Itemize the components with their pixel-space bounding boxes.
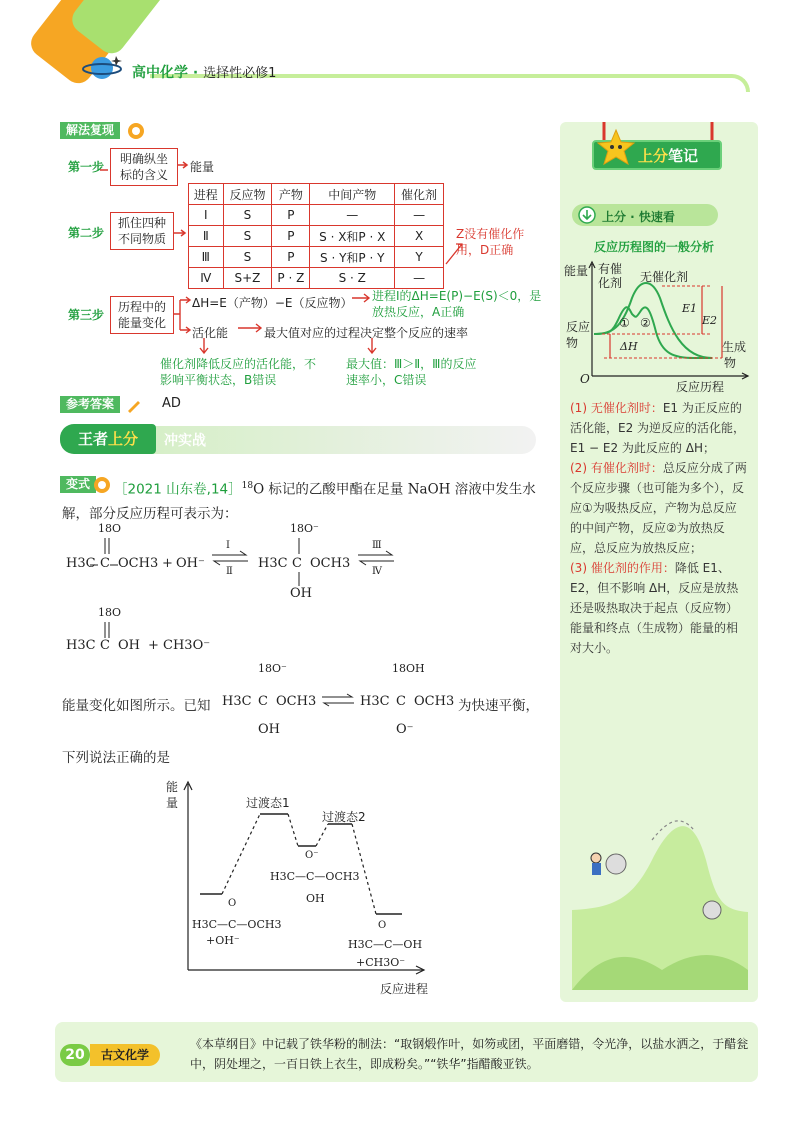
delta-note: 进程Ⅰ的ΔH=E(P)−E(S)＜0，是放热反应，A正确 <box>372 289 542 319</box>
mini-chart-step2: ② <box>640 316 651 330</box>
note-1-body: E1 为正反应的活化能，E2 为逆反应的活化能，E1 − E2 为此反应的 ΔH； <box>570 401 746 455</box>
chem-r3: Ⅲ <box>372 540 382 551</box>
chem-och3: OCH3 <box>310 556 351 571</box>
header-separator: · <box>192 65 199 81</box>
mini-chart-e1: E1 <box>682 302 698 315</box>
graph-right2: +CH3O⁻ <box>356 956 406 969</box>
header-subtitle: 选择性必修1 <box>203 66 277 81</box>
step1-box: 明确纵坐标的含义 <box>110 148 178 186</box>
table-header: 中间产物 <box>310 184 395 205</box>
chem-plus: + <box>162 556 173 571</box>
mini-chart-e2: E2 <box>702 314 718 327</box>
chem-c: C <box>100 556 110 571</box>
table-cell: P <box>272 226 310 247</box>
table-cell: S <box>223 205 272 226</box>
table-cell: P <box>272 205 310 226</box>
max-value-text: 最大值对应的过程决定整个反应的速率 <box>264 326 469 340</box>
table-header: 催化剂 <box>395 184 444 205</box>
delta-h-formula: ΔH=E（产物）−E（反应物） <box>192 296 353 310</box>
page-number: 20 <box>60 1044 90 1066</box>
mini-chart-step1: ① <box>619 316 630 330</box>
variant-label: 变式 <box>60 476 96 493</box>
mini-chart-xlabel: 反应历程 <box>676 380 725 394</box>
graph-left-top: O <box>228 898 237 909</box>
table-cell: S <box>223 226 272 247</box>
graph-right: H3C—C—OH <box>348 938 423 951</box>
chem-om: O⁻ <box>396 722 414 737</box>
single-bond-v <box>294 538 304 556</box>
equilibrium-arrow-1 <box>210 548 250 568</box>
variant-text3: 为快速平衡， <box>458 698 539 714</box>
graph-left2: +OH⁻ <box>206 934 240 947</box>
footer-text: 《本草纲目》中记载了铁华粉的制法：“取钢煅作叶，如笏或团，平面磨错，令光净，以盐水洒之，于醋瓮中，阴处埋之，一百日铁上衣生，即成粉矣。”“铁华”指醋酸亚铁。 <box>190 1037 749 1071</box>
graph-mid: H3C—C—OCH3 <box>270 870 360 883</box>
equilibrium-arrow-3 <box>320 692 356 708</box>
mini-chart-product-1: 生成 <box>722 340 747 354</box>
note-catalyst: 催化剂降低反应的活化能，不影响平衡状态，B错误 <box>160 357 317 387</box>
graph-ts1: 过渡态1 <box>246 796 290 810</box>
mini-chart-product-2: 物 <box>724 356 737 370</box>
notes-title: 反应历程图的一般分析 <box>594 240 715 254</box>
variant-text4: 下列说法正确的是 <box>62 750 170 766</box>
step3-box: 历程中的能量变化 <box>110 296 174 334</box>
chem-h3c: H3C <box>66 638 96 653</box>
graph-left: H3C—C—OCH3 <box>192 918 282 931</box>
table-cell: S <box>223 247 272 268</box>
table-cell: Y <box>395 247 444 268</box>
mini-chart-cat-label: 有催化剂 <box>598 262 623 290</box>
single-bonds <box>90 563 136 567</box>
table-cell: Ⅱ <box>189 226 224 247</box>
chem-ch3om: + CH3O⁻ <box>148 638 211 653</box>
chem-h3c: H3C <box>66 556 96 571</box>
step2-box: 抓住四种不同物质 <box>110 212 174 250</box>
equilibrium-arrow-2 <box>356 548 396 568</box>
chem-och3: OCH3 <box>414 694 455 709</box>
answer-label: 参考答案 <box>60 396 120 413</box>
table-cell: — <box>395 268 444 289</box>
variant-text1: O 标记的乙酸甲酯在足量 NaOH 溶液中发生水解，部分反应历程可表示为： <box>62 481 536 522</box>
graph-ylabel-1: 能 <box>166 780 179 794</box>
table-cell: Ⅰ <box>189 205 224 226</box>
table-cell: — <box>310 205 395 226</box>
mini-chart-nocat-label: 无催化剂 <box>640 270 689 284</box>
chem-och3: OCH3 <box>118 556 159 571</box>
notes-badge-part1: 上分 <box>638 147 669 165</box>
chem-ohm: OH⁻ <box>176 556 205 571</box>
table-header: 进程 <box>189 184 224 205</box>
table-cell: — <box>395 205 444 226</box>
note-2-body: 总反应分成了两个反应步骤（也可能为多个），反应①为吸热反应，产物为总反应的中间产物，反应②为放热反应，总反应为放热反应； <box>570 461 747 555</box>
mini-chart-reactant-2: 物 <box>566 336 579 350</box>
chem-c: C <box>100 638 110 653</box>
chem-c: C <box>292 556 302 571</box>
table-cell: X <box>395 226 444 247</box>
table-cell: S · Z <box>310 268 395 289</box>
chem-r4: Ⅳ <box>372 566 382 577</box>
step2-label: 第二步 <box>68 226 105 240</box>
double-bond <box>102 538 112 556</box>
table-header: 产物 <box>272 184 310 205</box>
chem-oh: OH <box>118 638 140 653</box>
note-2-head: (2) 有催化剂时： <box>570 461 663 475</box>
quick-look-label: 上分 · 快速看 <box>602 210 675 224</box>
note-z: Z没有催化作用，D正确 <box>456 227 525 257</box>
chem-h3c: H3C <box>258 556 288 571</box>
note-3-head: (3) 催化剂的作用： <box>570 561 675 575</box>
graph-right-top: O <box>378 920 387 931</box>
note-1-head: (1) 无催化剂时： <box>570 401 663 415</box>
table-cell: S · X和P · X <box>310 226 395 247</box>
chem-h3c: H3C <box>360 694 390 709</box>
table-header: 反应物 <box>223 184 272 205</box>
method-section-label: 解法复现 <box>60 122 120 139</box>
step1-result: 能量 <box>190 160 215 174</box>
chem-o18: 18O <box>98 606 122 619</box>
graph-ts2: 过渡态2 <box>322 810 366 824</box>
table-cell: S · Y和P · Y <box>310 247 395 268</box>
chem-o18m: 18O⁻ <box>290 522 319 535</box>
table-cell: P <box>272 247 310 268</box>
banner-part2: 上分 <box>108 430 139 448</box>
footer-tag: 古文化学 <box>90 1044 160 1066</box>
variant-text2: 能量变化如图所示。已知 <box>62 698 211 714</box>
chem-c: C <box>258 694 268 709</box>
chem-oh: OH <box>290 586 312 601</box>
chem-och3: OCH3 <box>276 694 317 709</box>
answer-value: AD <box>162 396 181 411</box>
note-max: 最大值：Ⅲ＞Ⅱ，Ⅲ的反应速率小，C错误 <box>346 357 477 387</box>
mini-chart-reactant-1: 反应 <box>566 320 591 334</box>
chem-h3c: H3C <box>222 694 252 709</box>
table-cell: Ⅲ <box>189 247 224 268</box>
chem-c: C <box>396 694 406 709</box>
chem-o18m: 18O⁻ <box>258 662 287 675</box>
table-cell: P · Z <box>272 268 310 289</box>
mini-chart-ylabel: 能量 <box>564 264 589 278</box>
note-3-body: 降低 E1、E2，但不影响 ΔH，反应是放热还是吸热取决于起点（反应物）能量和终点（生成物）能量的相对大小。 <box>570 561 739 655</box>
step1-label: 第一步 <box>68 160 105 174</box>
variant-source: ［2021 山东卷,14］ <box>114 481 242 498</box>
chem-r1: Ⅰ <box>226 540 230 551</box>
step3-label: 第三步 <box>68 308 105 322</box>
chem-oh18: 18OH <box>392 662 425 675</box>
graph-mid-bot: OH <box>306 892 325 905</box>
header-title: 高中化学 <box>132 65 188 81</box>
graph-ylabel-2: 量 <box>166 796 179 810</box>
banner-part1: 王者 <box>77 430 108 448</box>
variant-sup: 18 <box>241 481 254 491</box>
graph-xlabel: 反应进程 <box>380 982 429 996</box>
graph-mid-top: O⁻ <box>305 850 319 861</box>
activation-label: 活化能 <box>192 326 229 340</box>
chem-oh: OH <box>258 722 280 737</box>
table-cell: S+Z <box>223 268 272 289</box>
notes-badge-part2: 笔记 <box>668 147 699 165</box>
mini-chart-origin: O <box>580 372 590 386</box>
mini-chart-dh: ΔH <box>620 340 638 353</box>
chem-r2: Ⅱ <box>226 566 233 577</box>
chem-o18: 18O <box>98 522 122 535</box>
banner-subtitle: 冲实战 <box>164 433 206 449</box>
table-cell: Ⅳ <box>189 268 224 289</box>
